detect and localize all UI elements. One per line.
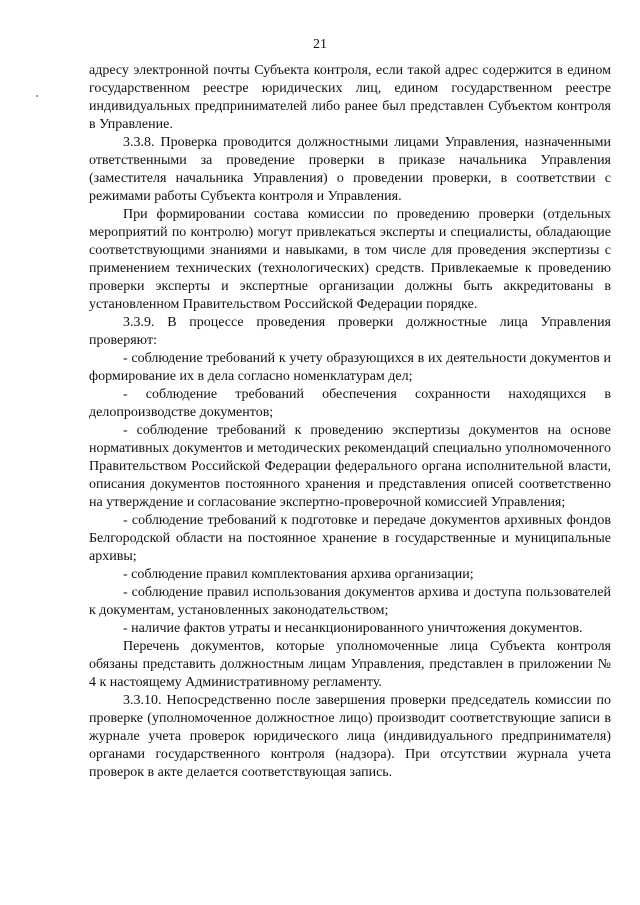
paragraph-continuation: адресу электронной почты Субъекта контроля, если такой адрес содержится в едином государственном реестре юридических лиц, едином государственном реестре индивидуальных предпринимателей либо ранее был представлен Субъектом контроля в Управление. [89, 63, 611, 132]
list-item-records-safety: - соблюдение требований обеспечения сохранности находящихся в делопроизводстве документов; [89, 387, 611, 420]
document-body [89, 62, 611, 782]
list-item-expertise: - соблюдение требований к проведению экспертизы документов на основе нормативных документов и методических рекомендаций специально уполномоченного Правительством Российской Федерации федерального органа исполнительной власти, описания документов постоянного хранения и представления описей соответственно на утверждение и согласование экспертно-проверочной комиссией Управления; [89, 423, 611, 510]
list-item-loss-facts: - наличие фактов утраты и несанкционированного уничтожения документов. [123, 621, 583, 636]
margin-mark [36, 95, 38, 97]
paragraph-3-3-10: 3.3.10. Непосредственно после завершения проверки председатель комиссии по проверке (уполномоченное должностное лицо) производит соответствующие записи в журнале учета проверок юридического лица (индивидуального предпринимателя) органами государственного контроля (надзора). При отсутствии журнала учета проверок в акте делается соответствующая запись. [89, 693, 611, 780]
paragraph-3-3-9: 3.3.9. В процессе проведения проверки должностные лица Управления проверяют: [89, 315, 611, 348]
list-item-archive-rules: - соблюдение правил комплектования архива организации; [123, 567, 474, 582]
list-item-records-accounting: - соблюдение требований к учету образующихся в их деятельности документов и формирование их в дела согласно номенклатурам дел; [89, 351, 611, 384]
list-item-transfer: - соблюдение требований к подготовке и передаче документов архивных фондов Белгородской области на постоянное хранение в государственные и муниципальные архивы; [89, 513, 611, 564]
page-number: 21 [313, 37, 327, 52]
paragraph-3-3-8: 3.3.8. Проверка проводится должностными лицами Управления, назначенными ответственными за проведение проверки в приказе начальника Управления (заместителя начальника Управления) о проведении проверки, в соответствии с режимами работы Субъекта контроля и Управления. [89, 135, 611, 204]
list-item-access-rules: - соблюдение правил использования документов архива и доступа пользователей к документам, установленных законодательством; [89, 585, 611, 618]
paragraph-experts: При формировании состава комиссии по проведению проверки (отдельных мероприятий по контролю) могут привлекаться эксперты и специалисты, обладающие соответствующими знаниями и навыками, в том числе для проведения экспертизы с применением технических (технологических) средств. Привлекаемые к проведению проверки эксперты и экспертные организации должны быть аккредитованы в установленном Правительством Российской Федерации порядке. [89, 207, 611, 312]
paragraph-documents-list: Перечень документов, которые уполномоченные лица Субъекта контроля обязаны представить должностным лицам Управления, представлен в приложении № 4 к настоящему Административному регламенту. [89, 639, 611, 690]
